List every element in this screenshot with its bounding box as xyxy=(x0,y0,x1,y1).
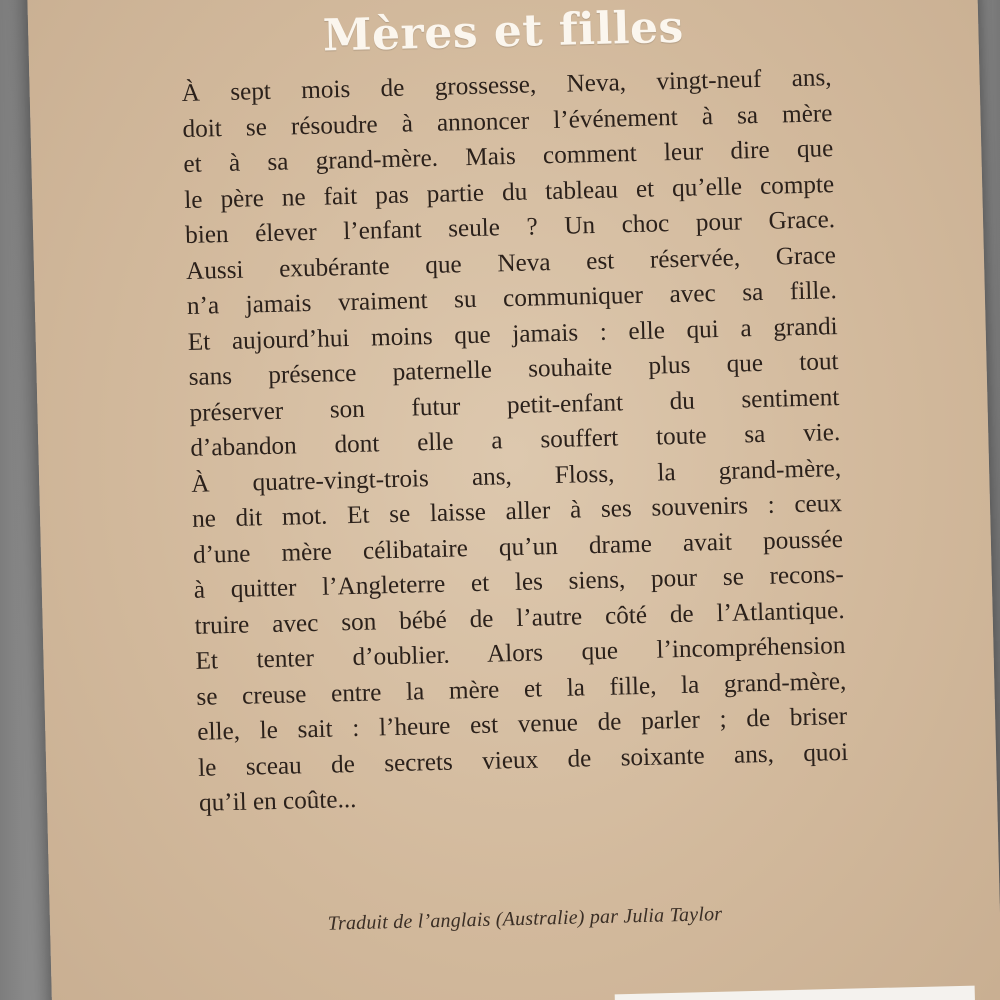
blurb-text xyxy=(181,60,849,821)
blurb-line: qu’il en coûte... xyxy=(198,785,357,817)
blurb-line: d’une mère célibataire qu’un drame avait poussée xyxy=(192,525,844,569)
blurb-line: elle, le sait : l’heure est venue de parler ; de briser xyxy=(197,702,848,746)
blurb-line: préserver son futur petit-enfant du sentiment xyxy=(189,383,840,427)
blurb-line: d’abandon dont elle a souffert toute sa vie. xyxy=(190,419,841,462)
blurb-line: À sept mois de grossesse, Neva, vingt-neuf ans, xyxy=(181,64,832,108)
blurb-line: Et aujourd’hui moins que jamais : elle qui a grandi xyxy=(187,312,838,356)
translator-credit: Traduit de l’anglais (Australie) par Julia Taylor xyxy=(327,903,723,935)
blurb-line: doit se résoudre à annoncer l’événement à sa mère xyxy=(182,99,833,143)
blurb-line: sans présence paternelle souhaite plus que tout xyxy=(188,348,839,391)
blurb-line: n’a jamais vraiment su communiquer avec sa fille. xyxy=(186,277,838,320)
blurb-line: et à sa grand-mère. Mais comment leur dire que xyxy=(183,135,834,178)
blurb-line: le sceau de secrets vieux de soixante ans, quoi xyxy=(197,738,849,782)
blurb-line: Et tenter d’oublier. Alors que l’incompréhension xyxy=(195,631,846,675)
blurb-line: le père ne fait pas partie du tableau et qu’elle compte xyxy=(183,170,835,214)
blurb-line: truire avec son bébé de l’autre côté de l’Atlantique. xyxy=(194,596,845,640)
blurb-line: ne dit mot. Et se laisse aller à ses souvenirs : ceux xyxy=(191,490,843,533)
book-title: Mères et filles xyxy=(322,1,685,62)
book-back-cover xyxy=(27,0,1000,1000)
blurb-line: À quatre-vingt-trois ans, Floss, la grand-mère, xyxy=(190,454,842,498)
blurb-line: à quitter l’Angleterre et les siens, pour se recons- xyxy=(193,560,845,604)
blurb-line: se creuse entre la mère et la fille, la grand-mère, xyxy=(196,667,847,711)
blurb-line: Aussi exubérante que Neva est réservée, Grace xyxy=(185,241,837,285)
blurb-line: bien élever l’enfant seule ? Un choc pour Grace. xyxy=(184,206,836,249)
